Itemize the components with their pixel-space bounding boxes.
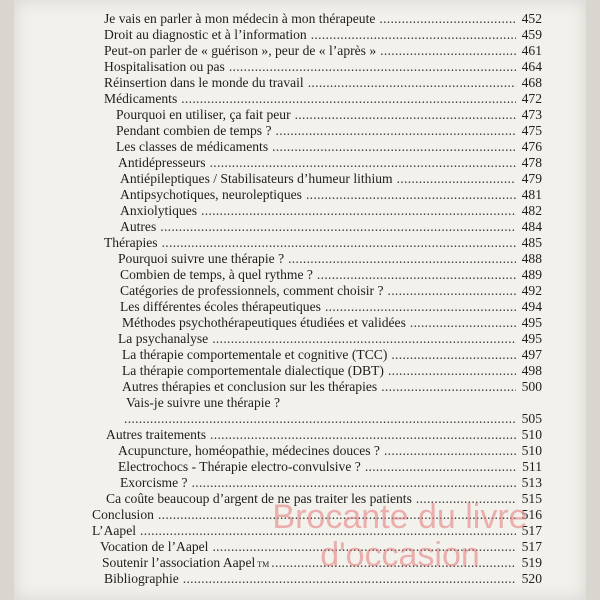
toc-leader-dots xyxy=(391,346,516,363)
toc-entry xyxy=(120,474,542,491)
toc-leader-dots xyxy=(212,330,516,347)
toc-entry xyxy=(120,410,542,427)
toc-leader-dots xyxy=(276,122,516,139)
toc-page-number: 517 xyxy=(521,523,542,538)
toc-page-number: 472 xyxy=(521,91,542,106)
toc-entry xyxy=(104,74,542,91)
toc-leader-dots xyxy=(306,186,516,203)
toc-entry xyxy=(122,362,542,379)
toc-entry xyxy=(102,554,542,571)
toc-page-number: 475 xyxy=(521,123,542,138)
toc-entry xyxy=(116,122,542,139)
toc-leader-dots xyxy=(410,314,516,331)
toc-leader-dots xyxy=(183,570,516,587)
toc-entry xyxy=(122,314,542,331)
toc-page-number: 488 xyxy=(521,251,542,266)
toc-leader-dots xyxy=(365,458,516,475)
toc-leader-dots xyxy=(271,554,516,571)
toc-leader-dots xyxy=(380,42,516,59)
toc-entry xyxy=(118,154,542,171)
toc-entry-title: Antidépresseurs xyxy=(118,155,206,170)
toc-page-number: 519 xyxy=(521,555,542,570)
toc-entry xyxy=(104,234,542,251)
toc-page-number: 498 xyxy=(521,363,542,378)
toc-entry-title: Antipsychotiques, neuroleptiques xyxy=(120,187,302,202)
toc-entry-title: Médicaments xyxy=(104,91,178,106)
toc-entry xyxy=(118,330,542,347)
toc-page-number: 459 xyxy=(521,27,542,42)
toc-leader-dots xyxy=(311,26,516,43)
toc-page-number: 485 xyxy=(521,235,542,250)
toc-page-number: 505 xyxy=(521,411,542,426)
toc-page-number: 497 xyxy=(521,347,542,362)
toc-leader-dots xyxy=(162,234,516,251)
toc-entry xyxy=(120,266,542,283)
toc-entry-title: Méthodes psychothérapeutiques étudiées et validées xyxy=(122,315,406,330)
toc-entry xyxy=(118,250,542,267)
toc-page-number: 476 xyxy=(521,139,542,154)
toc-entry-title: Pourquoi suivre une thérapie ? xyxy=(118,251,285,266)
toc-entry-title: Conclusion xyxy=(92,507,154,522)
toc-entry-title: Pourquoi en utiliser, ça fait peur xyxy=(116,107,291,122)
toc-leader-dots xyxy=(325,298,516,315)
toc-page-number: 510 xyxy=(521,427,542,442)
toc-entry-title: Vocation de l’Aapel xyxy=(100,539,209,554)
toc-entry-title: Soutenir l’association Aapel xyxy=(102,555,256,570)
toc-leader-dots xyxy=(140,522,516,539)
toc-leader-dots xyxy=(210,426,516,443)
toc-entry-title: Autres traitements xyxy=(106,427,207,442)
toc-entry-title: Ca coûte beaucoup d’argent de ne pas traiter les patients xyxy=(106,491,412,506)
toc-entry-title: Hospitalisation ou pas xyxy=(104,59,225,74)
toc-entry-title: Bibliographie xyxy=(104,571,179,586)
toc-leader-dots xyxy=(397,170,516,187)
toc-entry xyxy=(104,10,542,27)
toc-entry-title: Peut-on parler de « guérison », peur de « l’après » xyxy=(104,43,377,58)
toc-entry xyxy=(104,42,542,59)
toc-entry-title: Catégories de professionnels, comment choisir ? xyxy=(120,283,384,298)
book-page xyxy=(14,0,586,600)
toc-page-number: 492 xyxy=(521,283,542,298)
toc-entry xyxy=(92,522,542,539)
toc-page-number: 482 xyxy=(521,203,542,218)
toc-entry-title: Exorcisme ? xyxy=(120,475,188,490)
toc-page-number: 481 xyxy=(521,187,542,202)
toc-entry-title: Vais-je suivre une thérapie ? xyxy=(126,395,280,410)
toc-leader-dots xyxy=(384,442,516,459)
toc-entry-title: L’Aapel xyxy=(92,523,137,538)
toc-page-number: 461 xyxy=(521,43,542,58)
toc-entry xyxy=(106,490,542,507)
toc-entry-title: Les différentes écoles thérapeutiques xyxy=(120,299,321,314)
toc-entry-title: Réinsertion dans le monde du travail xyxy=(104,75,304,90)
toc-page-number: 478 xyxy=(521,155,542,170)
toc-leader-dots xyxy=(381,378,516,395)
toc-entry-title: Acupuncture, homéopathie, médecines douces ? xyxy=(118,443,380,458)
toc-page-number: 489 xyxy=(521,267,542,282)
trademark-mark: TM xyxy=(257,560,270,569)
toc-entry xyxy=(122,378,542,395)
watermark-line-1: Brocante du livre xyxy=(272,498,528,536)
toc-entry-title: Autres xyxy=(120,219,157,234)
toc-entry-title: La psychanalyse xyxy=(118,331,209,346)
toc-leader-dots xyxy=(192,474,516,491)
toc-leader-dots xyxy=(416,490,516,507)
toc-entry xyxy=(118,442,542,459)
toc-entry xyxy=(120,298,542,315)
toc-page-number: 513 xyxy=(521,475,542,490)
toc-leader-dots xyxy=(379,10,516,27)
toc-entry xyxy=(120,202,542,219)
toc-entry xyxy=(118,458,542,475)
toc-entry-title: Combien de temps, à quel rythme ? xyxy=(120,267,313,282)
toc-entry-title: Antiépileptiques / Stabilisateurs d’humeur lithium xyxy=(120,171,393,186)
toc-entry xyxy=(120,282,542,299)
toc-entry-title: La thérapie comportementale dialectique (DBT) xyxy=(122,363,384,378)
toc-leader-dots xyxy=(272,138,516,155)
toc-leader-dots xyxy=(201,202,516,219)
toc-entry xyxy=(116,106,542,123)
toc-entry-title: Pendant combien de temps ? xyxy=(116,123,272,138)
toc-leader-dots xyxy=(212,538,516,555)
toc-entry-title: Les classes de médicaments xyxy=(116,139,269,154)
toc-page-number: 511 xyxy=(522,459,542,474)
toc-leader-dots xyxy=(295,106,516,123)
toc-entry-title: Thérapies xyxy=(104,235,158,250)
toc-entry xyxy=(104,570,542,587)
toc-leader-dots xyxy=(388,282,517,299)
toc-page-number: 495 xyxy=(521,315,542,330)
toc-leader-dots xyxy=(181,90,516,107)
toc-entry xyxy=(106,426,542,443)
toc-page-number: 484 xyxy=(521,219,542,234)
toc-entry xyxy=(104,26,542,43)
toc-leader-dots xyxy=(124,410,516,427)
toc-entry xyxy=(116,138,542,155)
toc-entry-title: Droit au diagnostic et à l’information xyxy=(104,27,307,42)
toc-page-number: 452 xyxy=(521,11,542,26)
toc-entry-title: Electrochocs - Thérapie electro-convulsive ? xyxy=(118,459,361,474)
toc-page-number: 520 xyxy=(521,571,542,586)
toc-leader-dots xyxy=(160,218,516,235)
toc-page-number: 494 xyxy=(521,299,542,314)
toc-entry-title: Je vais en parler à mon médecin à mon thérapeute xyxy=(104,11,376,26)
toc-leader-dots xyxy=(158,506,516,523)
toc-page-number: 517 xyxy=(521,539,542,554)
toc-page-number: 515 xyxy=(521,491,542,506)
toc-page-number: 510 xyxy=(521,443,542,458)
toc-entry xyxy=(100,538,542,555)
toc-entry-title: Autres thérapies et conclusion sur les thérapies xyxy=(122,379,378,394)
toc-entry xyxy=(122,346,542,363)
toc-leader-dots xyxy=(210,154,516,171)
toc-entry xyxy=(104,58,542,75)
toc-entry xyxy=(126,394,542,411)
toc-entry-title: La thérapie comportementale et cognitive (TCC) xyxy=(122,347,388,362)
watermark-line-2: d'occasion xyxy=(320,536,480,574)
toc-leader-dots xyxy=(288,250,516,267)
toc-page-number: 464 xyxy=(521,59,542,74)
toc-page-number: 468 xyxy=(521,75,542,90)
toc-page-number: 479 xyxy=(521,171,542,186)
toc-leader-dots xyxy=(388,362,516,379)
toc-page-number: 516 xyxy=(521,507,542,522)
toc-entry xyxy=(104,90,542,107)
toc-leader-dots xyxy=(229,58,516,75)
toc-entry xyxy=(120,170,542,187)
toc-entry-title: Anxiolytiques xyxy=(120,203,198,218)
toc-page-number: 473 xyxy=(521,107,542,122)
toc-page-number: 495 xyxy=(521,331,542,346)
toc-entry xyxy=(120,186,542,203)
toc-entry xyxy=(120,218,542,235)
toc-leader-dots xyxy=(317,266,516,283)
toc-entry xyxy=(92,506,542,523)
toc-page-number: 500 xyxy=(521,379,542,394)
toc-leader-dots xyxy=(308,74,516,91)
